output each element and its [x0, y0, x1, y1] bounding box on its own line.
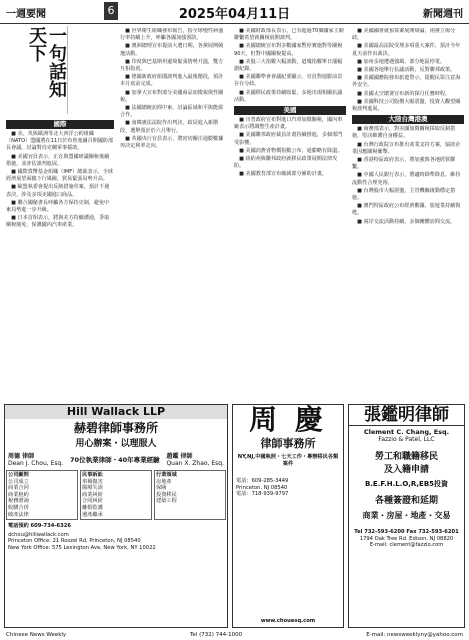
hill-phone: 電話預約 609-734-6326 [8, 523, 71, 530]
news-item: ■ 香港特區政府表示，將加強與各地經貿聯繫。 [352, 157, 456, 171]
news-item: ■ 美、英與歐洲等北大西洋公約組織（NATO）盟國將在11日於布魯塞爾召開國防部長會議，討論對烏克蘭軍事援助。 [6, 131, 114, 152]
column-3 [234, 28, 346, 402]
chang-item-5: 商業・房屋・地產・交易 [362, 511, 451, 520]
news-item: ■ 國際貨幣基金組織（IMF）總裁表示，全球經濟展望面臨下行風險，貿易緊張局勢升高。 [6, 169, 113, 183]
page-number: 6 [104, 2, 118, 20]
chang-item-4: 各種簽證和延期 [374, 496, 438, 506]
service-item: 公司成立 [8, 478, 29, 485]
column-3-body [234, 28, 346, 104]
hill-addr-2: New York Office: 575 Lexington Ave, New York, NY 10022 [8, 544, 156, 551]
news-item: ■ 兩岸交流活動持續，多個團體訪問交流。 [357, 218, 456, 225]
news-item: ■ 澳門特區政府公布經濟數據，旅遊業持續復甦。 [352, 203, 461, 217]
column-4-body [352, 28, 464, 113]
column-1 [6, 118, 114, 402]
hill-addr-1: Princeton Office: 21 Roszel Rd, Princeton, NJ 08540 [8, 538, 141, 545]
hill-lawyer-1: 周德 律師 Dean J. Chou, Esq. [8, 453, 64, 467]
news-item: ■ 美國國務院發布旅遊警示，提醒民眾注意海外安全。 [352, 75, 461, 89]
section-title: 一週要聞 [6, 9, 46, 20]
chang-name-en: Clement C. Chang, Esq. [363, 428, 450, 436]
service-item: 商業糾紛 [82, 491, 103, 498]
service-item: 醫療失誤 [82, 485, 103, 492]
news-item: ■ 美國國會就預算案展開辯論，兩黨立場分歧。 [352, 28, 456, 42]
news-item: ■ 台灣股市大幅震盪，主管機關啟動穩定措施。 [352, 187, 456, 202]
news-item: ■ 世界衛生組織發布報告，指全球慢性病盛行率持續上升，呼籲各國加強預防。 [120, 28, 224, 42]
service-item: 合同糾紛 [82, 498, 103, 505]
chang-item-1: 勞工和職籍移民 [374, 452, 438, 462]
column-4 [352, 28, 464, 402]
chou-ad [232, 404, 344, 628]
chang-email[interactable]: E-mail: clement@fazzio.com [369, 542, 444, 549]
ads-area [0, 404, 469, 630]
news-item: ■ 日本首相表示，將與美方持續溝通，爭取關稅豁免，保護國內汽車產業。 [6, 215, 110, 229]
news-item: ■ 德國新政府組閣談判進入最後階段，預計本月底前完成。 [120, 74, 224, 88]
chang-firm: Fazzio & Patel, LLC [378, 436, 435, 443]
news-item: ■ 美國移民政策持續收緊，多地出現相關抗議活動。 [234, 89, 343, 103]
news-item: ■ 聯合國秘書長呼籲各方保持克制，避免中東局勢進一步升級。 [6, 199, 110, 214]
service-item: 離婚監護 [82, 504, 103, 511]
news-item: ■ 美國聯邦政府裁員計畫持續推進，多個部門受影響。 [234, 132, 343, 146]
news-item: ■ 台灣行政院宣布推出產業支持方案，協助企業因應關稅衝擊。 [352, 141, 461, 155]
column-1-body [6, 131, 114, 230]
news-item: ■ 歐盟執委會提出反制措施草案，預計下週表決，涉及多項美國進口商品。 [6, 184, 110, 198]
news-item: ■ 澳洲總理宣布提前大選日期，各黨展開競選活動。 [120, 43, 224, 57]
heading-international: 國際 [6, 120, 114, 129]
column-2-body [120, 28, 228, 150]
news-item: ■ 美國最高法院受理多項重大案件，預計今年夏天前作出裁決。 [352, 43, 461, 57]
news-item: ■ 美國各地舉行抗議活動，反對聯邦政策。 [357, 67, 456, 74]
news-item: ■ 法國總統訪問中東，討論區域和平與能源合作。 [120, 105, 224, 119]
chou-website[interactable]: www.chouesq.com [260, 618, 316, 625]
news-item: ■ 紐約州與聯邦政府就移民政策展開法律攻防。 [234, 156, 338, 170]
news-item: ■ 印度與巴基斯坦邊境緊張情勢升溫，雙方互相指責。 [120, 58, 224, 73]
service-item: 破產法律 [8, 511, 29, 518]
news-item: ■ 美國消費者物價指數公布，通膨略有降溫。 [239, 147, 343, 154]
chou-title: 律師事務所 [260, 437, 316, 450]
column-logo [8, 26, 68, 114]
footer-phone: Tel (732) 744-1000 [190, 632, 243, 638]
news-item: ■ 美國太空總署宣布新的探月任務時程。 [357, 90, 451, 97]
news-item: ■ 加州多地遭遇強風，部分地區停電。 [357, 58, 446, 65]
hill-email[interactable]: dchou@hillwallack.com [8, 531, 69, 538]
issue-date: 2025年04月11日 [178, 7, 291, 22]
hill-corp-box: 公司顧問 公司成立 商業合同 商業租約 稅務諮詢 收購合併 破產法律 [6, 470, 78, 520]
hill-ins-box: 行業領域 房地產 保險 投資移民 建築工程 [154, 470, 226, 520]
service-item: 商業租約 [8, 491, 29, 498]
news-item: ■ 美國財政部長表示，已有超過70個國家主動聯繫希望就關稅展開談判。 [234, 28, 344, 42]
service-item: 建築工程 [156, 498, 177, 505]
chang-item-2: 及入籍申請 [383, 465, 429, 475]
service-item: 投資移民 [156, 491, 177, 498]
hill-slogan: 用心辦案・以理服人 [75, 439, 157, 449]
chang-ad [348, 404, 465, 628]
news-item: ■ 加拿大宣布對部分美國商品加徵報復性關稅。 [120, 89, 224, 103]
news-item: ■ 美國總統宣布對多數國家暫停實施對等關稅90天，但對中國關稅提高。 [234, 43, 343, 57]
hill-lawyer-2: 趙鑑 律師 Quan X. Zhao, Esq. [166, 453, 224, 467]
service-item: 遺產繼承 [82, 511, 103, 518]
hill-services [5, 469, 227, 521]
hill-stat: 70位執業律師・40年專業經驗 [70, 455, 160, 464]
footer-email[interactable]: E-mail: newsweeklyny@yahoo.com [366, 632, 463, 638]
hill-lawyers [5, 449, 227, 469]
footer-left: Chinese News Weekly [6, 632, 67, 638]
chang-addr: 1794 Oak Tree Rd. Edison, NJ 08820 [359, 535, 454, 542]
hill-firm-cn: 赫碧律師事務所 [73, 421, 158, 435]
column-2 [120, 28, 228, 402]
news-item: ■ 美國科技公司股價大幅震盪，投資人觀望關稅談判進展。 [352, 98, 461, 113]
logo-text: 一句話知天下 [26, 26, 67, 98]
news-item: ■ 南韓憲法法院作出判決，政局進入新階段，選舉預計於六月舉行。 [120, 120, 219, 134]
page-header [0, 0, 469, 24]
chou-addr: Princeton, NJ 08540 [236, 484, 288, 491]
heading-china-taiwan: 大陸台灣港澳 [352, 115, 464, 124]
page-footer [0, 631, 469, 640]
service-item: 車禍傷害 [82, 478, 103, 485]
chang-item-3: B.E.F.H.L.O,R,EB5投資 [364, 480, 449, 488]
service-item: 商業合同 [8, 485, 29, 492]
hill-firm-en: Hill Wallack LLP [5, 405, 227, 419]
news-item: ■ 商務部表示，對美國加徵關稅採取反制措施，堅決維護自身權益。 [352, 126, 456, 140]
hill-wallack-ad [4, 404, 228, 628]
news-item: ■ 美股三大指數大幅波動，道瓊指數單日漲幅創紀錄。 [234, 58, 343, 73]
chou-phone-2: 電話：718-939-9797 [236, 491, 289, 498]
heading-usa: 美國 [234, 106, 346, 115]
service-item: 房地產 [156, 478, 172, 485]
news-item: ■ 中國人民銀行表示，將適時降準降息，維持流動性合理充裕。 [352, 172, 461, 186]
service-item: 稅務諮詢 [8, 498, 29, 505]
chou-phone-1: 電話：609-285-3449 [236, 478, 289, 485]
hill-civil-box: 民事訴訟 車禍傷害 醫療失誤 商業糾紛 合同糾紛 離婚監護 遺產繼承 [80, 470, 152, 520]
chou-name: 周 慶 [249, 404, 327, 436]
news-item: ■ 美國教育部宣布縮減部分補助計畫。 [239, 171, 328, 178]
publication-name: 新聞週刊 [423, 9, 463, 20]
chang-name-cn: 張鑑明律師 [349, 405, 464, 426]
chang-phone: Tel 732-593-6200 Fax 732-593-6201 [354, 529, 459, 535]
chou-desc: NY,NJ,中國執照・七天工作・專辦移民各類案件 [237, 454, 339, 467]
column-4-body-b [352, 126, 464, 226]
news-item: ■ 川普政府宣布對進口汽車加徵關稅，國內車廠表示將調整生產計畫。 [234, 117, 343, 131]
column-3-body-b [234, 117, 346, 179]
news-item: ■ 英國央行官員表示，將密切關注通膨數據再決定利率走向。 [120, 135, 224, 150]
news-item: ■ 美國官員表示，正在與盟國研議關稅後續措施，並評估談判進展。 [6, 153, 110, 167]
news-item: ■ 美國聯準會會議紀要顯示，官員對通膨前景存在分歧。 [234, 74, 343, 88]
service-item: 保險 [156, 485, 167, 492]
service-item: 收購合併 [8, 504, 29, 511]
